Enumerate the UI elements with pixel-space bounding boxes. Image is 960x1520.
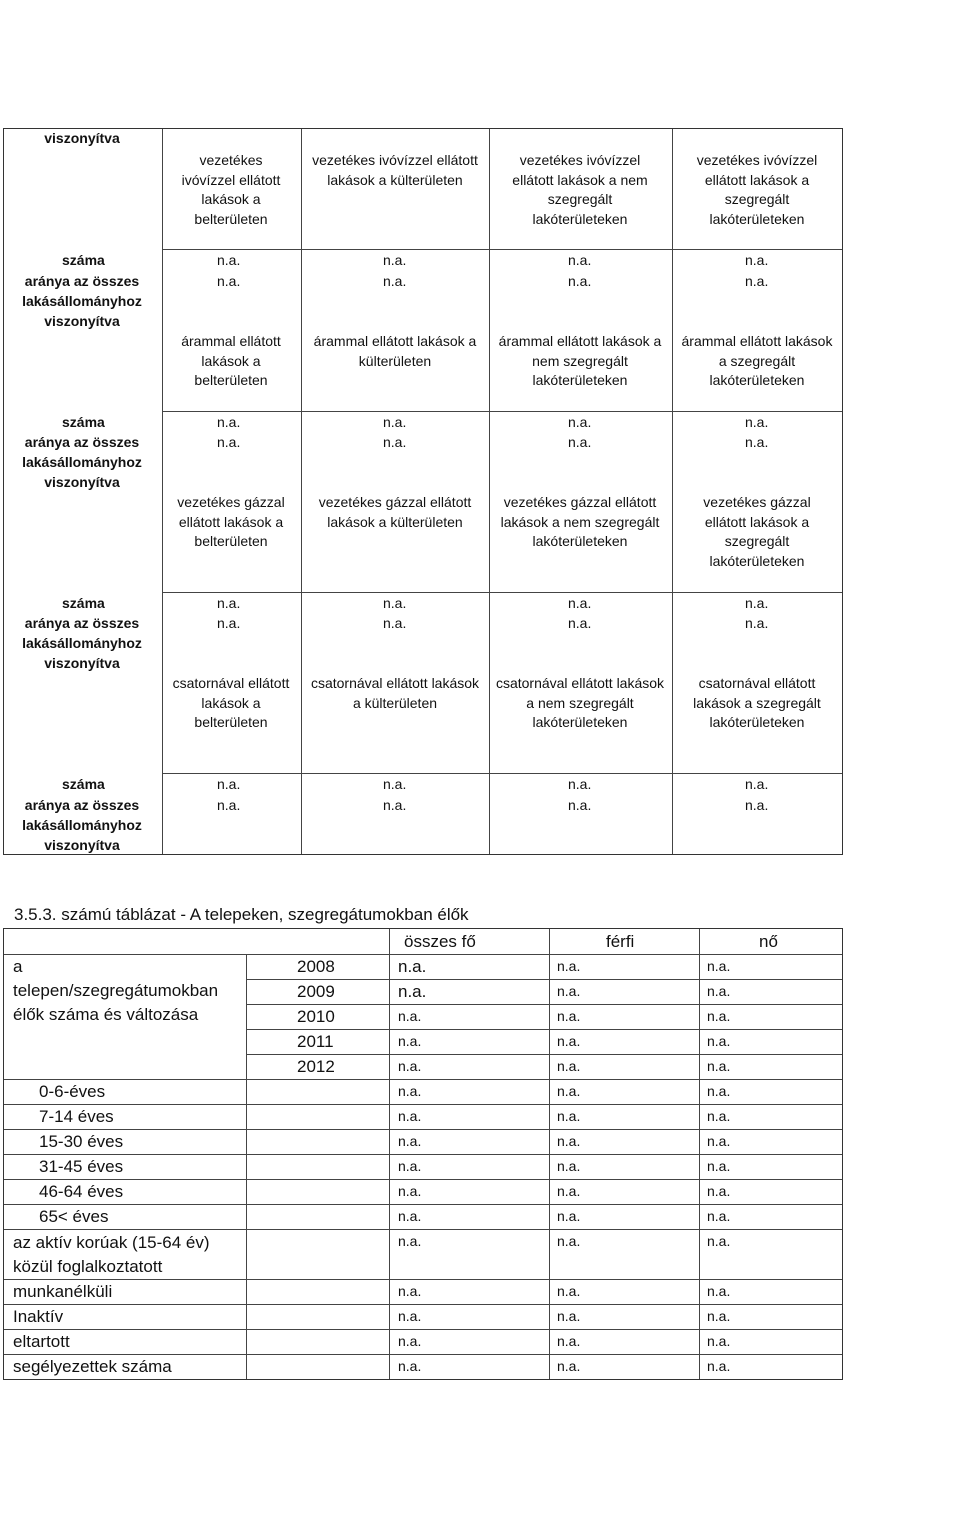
cell-value: n.a. [217,776,241,792]
column-divider [489,129,490,854]
cell-value: n.a. [707,1208,731,1224]
row-label-aid-recipients: segélyezettek száma [13,1357,172,1376]
year-label: 2010 [297,1007,335,1026]
row-label-inactive: Inaktív [13,1307,64,1326]
cell-value: n.a. [398,1158,422,1174]
cell-value: n.a. [557,958,581,974]
cell-value: n.a. [383,615,407,631]
cell-value: n.a. [398,1108,422,1124]
header-gas-seg: vezetékes gázzal ellátott lakások a szegregált lakóterületeken [703,494,811,570]
row-divider [246,1004,842,1005]
cell-value: n.a. [557,1058,581,1074]
cell-value: n.a. [398,1233,422,1249]
active-row-label: közül foglalkoztatott [13,1257,163,1276]
cell-value: n.a. [557,1358,581,1374]
cell-value: n.a. [398,1183,422,1199]
cell-value: n.a. [217,797,241,813]
row-label-unemployed: munkanélküli [13,1282,113,1301]
age-row-label: 7-14 éves [39,1107,114,1126]
cell-value: n.a. [398,1133,422,1149]
age-row-label: 15-30 éves [39,1132,124,1151]
row-label-aranya: viszonyítva [44,655,120,671]
cell-value: n.a. [217,273,241,289]
cell-value: n.a. [568,414,592,430]
cell-value: n.a. [707,1008,731,1024]
cell-value: n.a. [707,1358,731,1374]
header-sewer-inner: csatornával ellátott lakások a belterületen [172,675,290,731]
row-label-szama: száma [62,595,105,611]
cell-value: n.a. [745,434,769,450]
cell-value: n.a. [568,776,592,792]
row-label-szama: száma [62,776,105,792]
cell-value: n.a. [383,797,407,813]
cell-value: n.a. [707,983,731,999]
cell-value: n.a. [383,273,407,289]
cell-value: n.a. [398,1308,422,1324]
active-row-label: az aktív korúak (15-64 év) [13,1233,210,1252]
cell-value: n.a. [217,414,241,430]
header-sewer-nonseg: csatornával ellátott lakások a nem szegregált lakóterületeken [495,675,665,731]
header-water-nonseg: vezetékes ivóvízzel ellátott lakások a nem szegregált lakóterületeken [512,152,648,228]
age-row-label: 31-45 éves [39,1157,124,1176]
header-power-inner: árammal ellátott lakások a belterületen [181,333,281,389]
row-divider [162,411,842,412]
row-divider [246,1029,842,1030]
year-label: 2011 [297,1032,334,1051]
cell-value: n.a. [707,1183,731,1199]
cell-value: n.a. [398,1083,422,1099]
cell-value: n.a. [383,414,407,430]
cell-value: n.a. [557,983,581,999]
cell-value: n.a. [217,615,241,631]
cell-value: n.a. [707,1033,731,1049]
cell-value: n.a. [745,615,769,631]
row-label-aranya: aránya az összes [24,615,140,631]
cell-value: n.a. [557,1133,581,1149]
cell-value: n.a. [217,434,241,450]
header-gas-inner: vezetékes gázzal ellátott lakások a belterületen [177,494,285,550]
header-gas-nonseg: vezetékes gázzal ellátott lakások a nem szegregált lakóterületeken [500,494,660,550]
year-label: 2008 [297,957,335,976]
header-sewer-seg: csatornával ellátott lakások a szegregált lakóterületeken [693,675,821,731]
cell-value: n.a. [398,1033,422,1049]
cell-value: n.a. [557,1008,581,1024]
row-divider [162,249,842,250]
cell-value: n.a. [398,1058,422,1074]
cell-value: n.a. [707,1308,731,1324]
cell-value: n.a. [398,1358,422,1374]
cell-value: n.a. [557,1033,581,1049]
cell-value: n.a. [745,776,769,792]
header-water-inner: vezetékes ivóvízzel ellátott lakások a belterületen [181,152,281,228]
row-label-aranya: viszonyítva [44,837,120,853]
cell-value: n.a. [557,1183,581,1199]
year-label: 2012 [297,1057,335,1076]
cell-value: n.a. [383,595,407,611]
cell-value: n.a. [557,1208,581,1224]
cell-value: n.a. [568,595,592,611]
row-label-aranya: lakásállományhoz [22,635,142,651]
column-divider [301,129,302,854]
column-divider [246,954,247,1379]
cell-value: n.a. [707,1133,731,1149]
group-label: telepen/szegregátumokban [13,981,219,1000]
cell-value: n.a. [557,1158,581,1174]
cell-value: n.a. [557,1333,581,1349]
row-label-aranya: aránya az összes [24,797,140,813]
cell-value: n.a. [557,1233,581,1249]
year-label: 2009 [297,982,335,1001]
row-label-aranya: viszonyítva [44,474,120,490]
cell-value: n.a. [398,1008,422,1024]
cell-value: n.a. [707,1283,731,1299]
cell-value: n.a. [745,252,769,268]
column-divider [162,129,163,854]
cell-value: n.a. [745,797,769,813]
row-label-aranya: viszonyítva [44,313,120,329]
cell-value: n.a. [398,1333,422,1349]
row-divider [246,1054,842,1055]
header-water-seg: vezetékes ivóvízzel ellátott lakások a szegregált lakóterületeken [696,152,818,228]
header-power-seg: árammal ellátott lakások a szegregált lakóterületeken [681,333,833,389]
cell-value: n.a. [707,1333,731,1349]
cell-value: n.a. [568,434,592,450]
cell-value: n.a. [398,982,427,1001]
cell-value: n.a. [217,595,241,611]
header-gas-outer: vezetékes gázzal ellátott lakások a külterületen [318,494,472,530]
cell-value: n.a. [745,595,769,611]
cell-value: n.a. [707,1083,731,1099]
row-label-aranya: lakásállományhoz [22,454,142,470]
row-divider [246,979,842,980]
cell-value: n.a. [557,1308,581,1324]
cell-value: n.a. [557,1108,581,1124]
cell-value: n.a. [568,615,592,631]
cell-value: n.a. [557,1083,581,1099]
cell-value: n.a. [383,434,407,450]
cell-value: n.a. [398,1283,422,1299]
cell-value: n.a. [383,776,407,792]
header-sewer-outer: csatornával ellátott lakások a külterületen [310,675,480,711]
cell-value: n.a. [707,1233,731,1249]
cell-value: n.a. [398,957,427,976]
cell-value: n.a. [707,1108,731,1124]
cell-value: n.a. [217,252,241,268]
cell-value: n.a. [383,252,407,268]
column-divider [672,129,673,854]
row-label-szama: száma [62,414,105,430]
cell-value: n.a. [707,1058,731,1074]
row-label-aranya: aránya az összes [24,434,140,450]
row-divider [162,592,842,593]
cell-value: n.a. [568,273,592,289]
cell-value: n.a. [568,252,592,268]
cell-value: n.a. [745,414,769,430]
age-row-label: 65< éves [39,1207,109,1226]
row-divider [162,773,842,774]
cell-value: n.a. [557,1283,581,1299]
header-power-outer: árammal ellátott lakások a külterületen [313,333,477,369]
row-label-aranya: lakásállományhoz [22,817,142,833]
row-label-viszonyitva: viszonyítva [44,130,120,146]
cell-value: n.a. [707,1158,731,1174]
group-label: a [13,957,23,976]
cell-value: n.a. [745,273,769,289]
cell-value: n.a. [568,797,592,813]
age-row-label: 0-6-éves [39,1082,106,1101]
header-power-nonseg: árammal ellátott lakások a nem szegregált lakóterületeken [498,333,662,389]
row-label-szama: száma [62,252,105,268]
header-water-outer: vezetékes ivóvízzel ellátott lakások a külterületen [312,152,478,188]
row-label-aranya: aránya az összes [24,273,140,289]
group-label: élők száma és változása [13,1005,199,1024]
cell-value: n.a. [398,1208,422,1224]
row-label-dependent: eltartott [13,1332,70,1351]
row-label-aranya: lakásállományhoz [22,293,142,309]
table-caption: 3.5.3. számú táblázat - A telepeken, szegregátumokban élők [14,905,469,924]
cell-value: n.a. [707,958,731,974]
column-header-male: férfi [606,932,635,951]
column-header-female: nő [759,932,778,951]
column-header-total: összes fő [404,932,476,951]
age-row-label: 46-64 éves [39,1182,124,1201]
